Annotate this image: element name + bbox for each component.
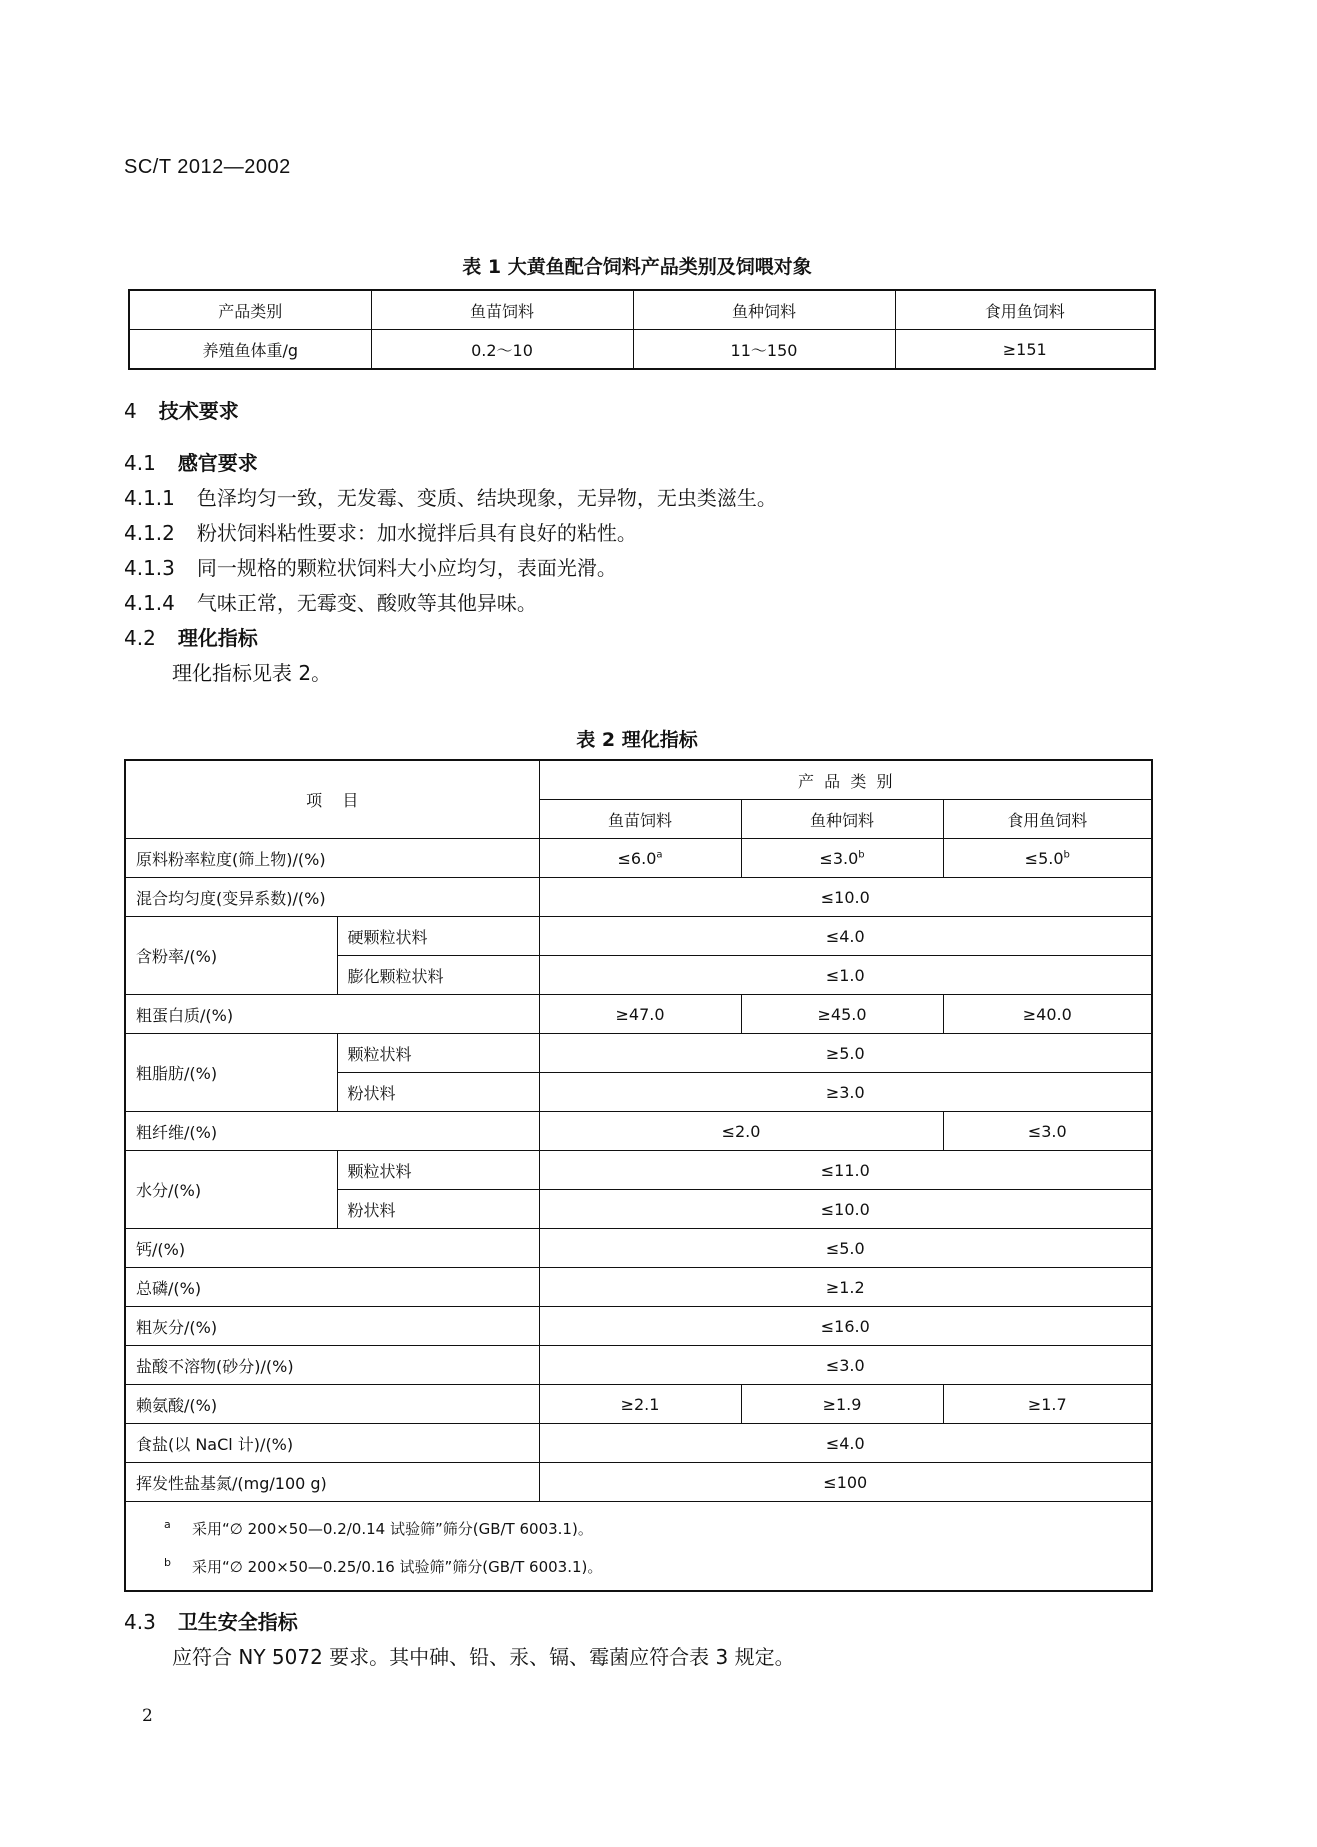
- value-cell: ≤4.0: [539, 917, 1152, 956]
- value-cell: [943, 839, 1152, 878]
- section-title: 理化指标: [177, 626, 258, 650]
- footnote-mark: b: [164, 1556, 171, 1569]
- table2-notes: [125, 1502, 1152, 1592]
- table2-head-item: 项 目: [125, 760, 539, 839]
- value-cell: ≤3.0: [943, 1112, 1152, 1151]
- section-title: 感官要求: [177, 451, 258, 475]
- footnote-b: [164, 1546, 1151, 1584]
- table-row: [125, 878, 1152, 917]
- table-row: [125, 1385, 1152, 1424]
- value-cell: ≤3.0: [539, 1346, 1152, 1385]
- value-text: ≤3.0: [819, 848, 859, 868]
- table1-cell: 0.2～10: [371, 330, 633, 370]
- section-4-2-text: 理化指标见表 2。: [172, 661, 332, 685]
- section-4-2-heading: [124, 622, 258, 651]
- table2-head-col: 食用鱼饲料: [943, 800, 1152, 839]
- table2-head-group: 产 品 类 别: [539, 760, 1152, 800]
- table2-head-col: 鱼苗饲料: [539, 800, 741, 839]
- sub-label: 粉状料: [337, 1190, 539, 1229]
- clause-text: 粉状饲料粘性要求：加水搅拌后具有良好的粘性。: [196, 521, 637, 545]
- table-row: [125, 1463, 1152, 1502]
- table-row: [125, 1307, 1152, 1346]
- table1-cell: 养殖鱼体重/g: [129, 330, 371, 370]
- table1: [128, 289, 1156, 370]
- value-cell: ≤2.0: [539, 1112, 943, 1151]
- row-label: 赖氨酸/(%): [125, 1385, 539, 1424]
- section-title: 技术要求: [158, 399, 239, 423]
- table1-header-cell: 鱼种饲料: [633, 290, 895, 330]
- table1-header-cell: 产品类别: [129, 290, 371, 330]
- table1-header-cell: 食用鱼饲料: [895, 290, 1155, 330]
- section-number: 4.3: [124, 1610, 156, 1634]
- value-cell: ≥5.0: [539, 1034, 1152, 1073]
- footnote-marker: b: [858, 849, 865, 861]
- row-label: 粗灰分/(%): [125, 1307, 539, 1346]
- value-cell: ≥1.7: [943, 1385, 1152, 1424]
- table-row: [125, 995, 1152, 1034]
- row-label: 粗蛋白质/(%): [125, 995, 539, 1034]
- table-row: [125, 1112, 1152, 1151]
- section-title: 卫生安全指标: [177, 1610, 298, 1634]
- value-cell: ≤4.0: [539, 1424, 1152, 1463]
- table1-header-row: [129, 290, 1155, 330]
- value-cell: ≤100: [539, 1463, 1152, 1502]
- row-label: 盐酸不溶物(砂分)/(%): [125, 1346, 539, 1385]
- clause-number: 4.1.1: [124, 486, 175, 510]
- row-label: 挥发性盐基氮/(mg/100 g): [125, 1463, 539, 1502]
- value-cell: ≥2.1: [539, 1385, 741, 1424]
- section-number: 4.1: [124, 451, 156, 475]
- clause-number: 4.1.2: [124, 521, 175, 545]
- value-cell: [741, 839, 943, 878]
- table2-caption: 表 2 理化指标: [576, 729, 698, 751]
- section-4-3-text: 应符合 NY 5072 要求。其中砷、铅、汞、镉、霉菌应符合表 3 规定。: [172, 1645, 795, 1669]
- clause-text: 气味正常，无霉变、酸败等其他异味。: [196, 591, 537, 615]
- footnote-text: 采用“∅ 200×50—0.2/0.14 试验筛”筛分(GB/T 6003.1)。: [192, 1520, 593, 1538]
- section-number: 4.2: [124, 626, 156, 650]
- table2: [124, 759, 1153, 1592]
- row-label: 水分/(%): [125, 1151, 337, 1229]
- clause-4-1-4: [124, 587, 537, 616]
- table-row: [125, 1229, 1152, 1268]
- row-label: 粗脂肪/(%): [125, 1034, 337, 1112]
- clause-4-1-2: [124, 517, 637, 546]
- table-row: [125, 1424, 1152, 1463]
- sub-label: 粉状料: [337, 1073, 539, 1112]
- table-row: [125, 1034, 1152, 1073]
- footnote-a: [164, 1508, 1151, 1546]
- section-number: 4: [124, 399, 137, 423]
- value-text: ≤6.0: [617, 848, 657, 868]
- row-label: 粗纤维/(%): [125, 1112, 539, 1151]
- sub-label: 硬颗粒状料: [337, 917, 539, 956]
- table-row: [125, 1268, 1152, 1307]
- value-cell: ≥45.0: [741, 995, 943, 1034]
- row-label: 食盐(以 NaCl 计)/(%): [125, 1424, 539, 1463]
- table1-caption: 表 1 大黄鱼配合饲料产品类别及饲喂对象: [462, 256, 812, 278]
- value-cell: ≤16.0: [539, 1307, 1152, 1346]
- value-cell: ≤1.0: [539, 956, 1152, 995]
- table-row: [125, 1346, 1152, 1385]
- row-label: 混合均匀度(变异系数)/(%): [125, 878, 539, 917]
- footnote-text: 采用“∅ 200×50—0.25/0.16 试验筛”筛分(GB/T 6003.1)。: [192, 1558, 603, 1576]
- footnote-marker: b: [1063, 849, 1070, 861]
- value-text: ≤5.0: [1024, 848, 1064, 868]
- clause-4-1-1: [124, 482, 777, 511]
- page-number: 2: [142, 1706, 153, 1726]
- row-label: 总磷/(%): [125, 1268, 539, 1307]
- section-4-heading: [124, 395, 239, 424]
- sub-label: 膨化颗粒状料: [337, 956, 539, 995]
- clause-4-1-3: [124, 552, 617, 581]
- value-cell: ≥47.0: [539, 995, 741, 1034]
- row-label: 钙/(%): [125, 1229, 539, 1268]
- value-cell: ≤5.0: [539, 1229, 1152, 1268]
- table-row: [125, 839, 1152, 878]
- table1-row: [129, 330, 1155, 370]
- table2-header-row: [125, 760, 1152, 800]
- value-cell: [539, 839, 741, 878]
- section-4-3-heading: [124, 1606, 298, 1635]
- table-row: [125, 1151, 1152, 1190]
- clause-text: 色泽均匀一致，无发霉、变质、结块现象，无异物，无虫类滋生。: [196, 486, 777, 510]
- clause-number: 4.1.4: [124, 591, 175, 615]
- clause-number: 4.1.3: [124, 556, 175, 580]
- value-cell: ≥40.0: [943, 995, 1152, 1034]
- footnote-mark: a: [164, 1518, 171, 1531]
- value-cell: ≥1.9: [741, 1385, 943, 1424]
- standard-code: SC/T 2012—2002: [124, 156, 291, 178]
- section-4-1-heading: [124, 447, 258, 476]
- value-cell: ≥3.0: [539, 1073, 1152, 1112]
- table2-head-col: 鱼种饲料: [741, 800, 943, 839]
- sub-label: 颗粒状料: [337, 1151, 539, 1190]
- table1-cell: 11～150: [633, 330, 895, 370]
- table1-cell: ≥151: [895, 330, 1155, 370]
- row-label: 含粉率/(%): [125, 917, 337, 995]
- value-cell: ≤10.0: [539, 878, 1152, 917]
- clause-text: 同一规格的颗粒状饲料大小应均匀，表面光滑。: [196, 556, 617, 580]
- value-cell: ≤11.0: [539, 1151, 1152, 1190]
- table1-header-cell: 鱼苗饲料: [371, 290, 633, 330]
- table-row: [125, 917, 1152, 956]
- value-cell: ≥1.2: [539, 1268, 1152, 1307]
- row-label: 原料粉率粒度(筛上物)/(%): [125, 839, 539, 878]
- table2-notes-row: [125, 1502, 1152, 1592]
- value-cell: ≤10.0: [539, 1190, 1152, 1229]
- sub-label: 颗粒状料: [337, 1034, 539, 1073]
- footnote-marker: a: [656, 849, 663, 861]
